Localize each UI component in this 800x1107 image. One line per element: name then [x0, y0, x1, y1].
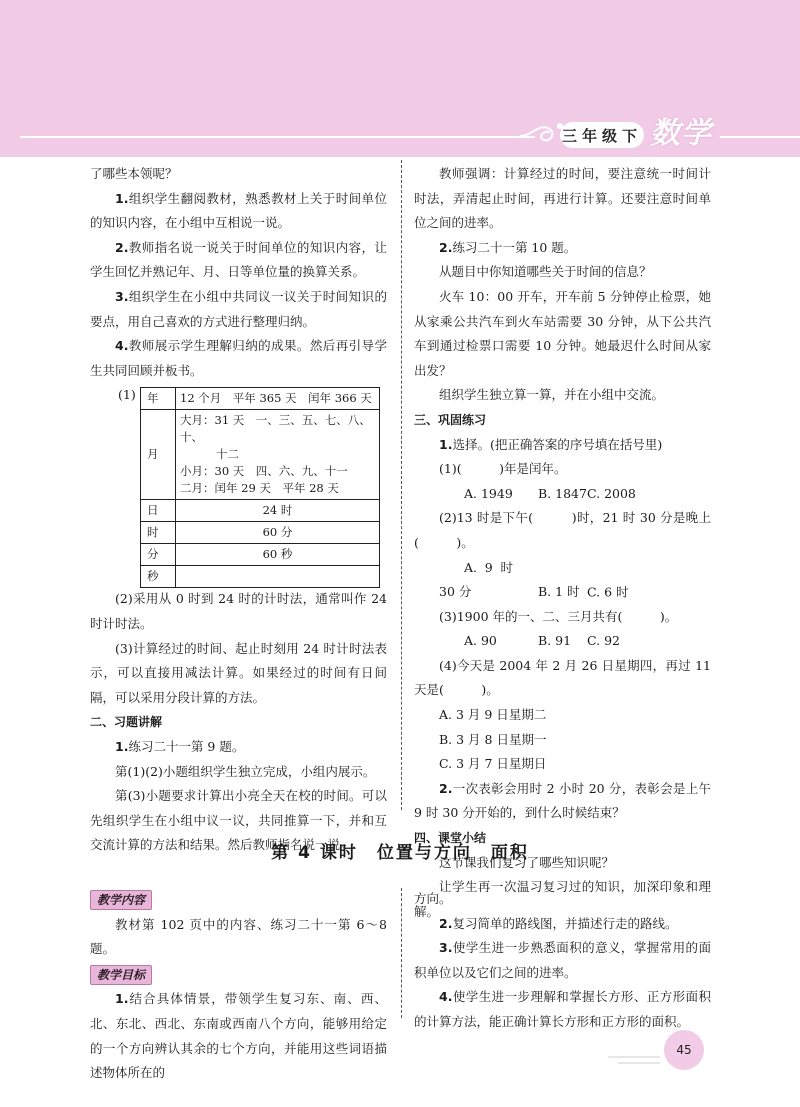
paragraph	[414, 936, 711, 985]
choice-b: B. 1847	[538, 485, 587, 501]
time-units-table-block	[90, 385, 387, 583]
table-row	[141, 388, 380, 410]
item-number: 3.	[115, 288, 129, 304]
question: (3)1900 年的一、二、三月共有( )。	[439, 608, 678, 624]
item-number: 2.	[439, 915, 453, 931]
paragraph	[90, 285, 387, 334]
column-divider-top	[401, 160, 402, 810]
lesson-title: 第 4 课时 位置与方向 面积	[271, 843, 529, 863]
item-number: 1.	[115, 190, 129, 206]
choices	[414, 556, 711, 605]
table-marker: (1)	[118, 387, 136, 403]
choice-c: C. 92	[587, 633, 620, 649]
paragraph: 了哪些本领呢？	[90, 166, 178, 181]
question: (1)( )年是闰年。	[439, 461, 567, 477]
paragraph-text: 练习二十一第 10 题。	[452, 239, 577, 255]
choice-a: A. 90	[464, 633, 497, 649]
paragraph	[414, 985, 711, 1034]
question: (4)今天是 2004 年 2 月 26 日星期四，再过 11 天是( )。	[414, 657, 711, 698]
paragraph-text: 组织学生在小组中共同议一议关于时间知识的要点，用自己喜欢的方式进行整理归纳。	[90, 288, 387, 329]
table-row	[141, 522, 380, 544]
right-column	[414, 162, 711, 924]
page-number-lines-icon	[608, 1054, 660, 1066]
section-heading: 四、课堂小结	[414, 831, 487, 846]
subject-logo: 数学	[650, 116, 712, 151]
section-heading: 二、习题讲解	[90, 715, 163, 730]
teaching-content-badge: 教学内容	[90, 890, 152, 910]
table-key: 秒	[141, 566, 176, 588]
paragraph	[414, 777, 711, 826]
table-key: 月	[141, 410, 176, 500]
table-value: 60 秒	[176, 544, 380, 566]
paragraph: (2)采用从 0 时到 24 时的计时法，通常叫作 24 时计时法。	[90, 591, 387, 631]
paragraph-text: 组织学生翻阅教材，熟悉教材上关于时间单位的知识内容，在小组中互相说一说。	[90, 190, 387, 231]
item-number: 2.	[439, 780, 453, 796]
paragraph	[90, 236, 387, 285]
table-key: 年	[141, 388, 176, 410]
paragraph: 让学生再一次温习复习过的知识，加深印象和理解。	[414, 879, 711, 919]
paragraph: 从题目中你知道哪些关于时间的信息？	[439, 264, 652, 280]
paragraph-text: 使学生进一步理解和掌握长方形、正方形面积的计算方法，能正确计算长方形和正方形的面积。	[414, 989, 711, 1029]
item-number: 4.	[439, 989, 453, 1005]
paragraph	[414, 433, 711, 458]
teaching-goals-badge: 教学目标	[90, 965, 152, 985]
choice-c: C. 6 时	[587, 584, 629, 600]
item-number: 4.	[115, 338, 129, 354]
month-line: 大月：31 天 一、三、五、七、八、十、	[180, 413, 371, 445]
column-divider-bottom	[401, 888, 402, 1018]
paragraph: 这节课我们复习了哪些知识呢？	[439, 854, 615, 870]
paragraph	[90, 334, 387, 383]
month-line: 二月：闰年 29 天 平年 28 天	[180, 481, 339, 496]
bottom-left-column	[90, 887, 387, 1086]
paragraph	[414, 236, 711, 261]
table-row	[141, 544, 380, 566]
grade-label: 三年级下	[560, 122, 644, 148]
choice-c: C. 2008	[587, 485, 636, 501]
time-units-table	[140, 387, 380, 588]
bottom-right-column	[414, 887, 711, 1035]
paragraph-text: 教师指名说一说关于时间单位的知识内容，让学生回忆并熟记年、月、日等单位量的换算关系。	[90, 239, 387, 280]
table-key: 分	[141, 544, 176, 566]
item-number: 2.	[439, 239, 453, 255]
choice: B. 3 月 8 日星期一	[439, 731, 547, 747]
table-value	[176, 410, 380, 500]
paragraph	[414, 912, 711, 937]
paragraph-text: 使学生进一步熟悉面积的意义，掌握常用的面积单位以及它们之间的进率。	[414, 940, 711, 980]
paragraph: 第(3)小题要求计算出小亮全天在校的时间。可以先组织学生在小组中议一议，共同推算一下，并和互交流计算的方法和结果。然后教师指名说一说。	[90, 788, 387, 853]
choice-a: A. 9 时 30 分	[439, 559, 513, 600]
item-number: 3.	[439, 940, 453, 956]
paragraph-text: 选择。(把正确答案的序号填在括号里)	[452, 436, 663, 452]
table-value: 12 个月 平年 365 天 闰年 366 天	[176, 388, 380, 410]
paragraph: (3)计算经过的时间、起止时刻用 24 时计时法表示，可以直接用减法计算。如果经过的时间有日间隔，可以采用分段计算的方法。	[90, 640, 387, 705]
table-row	[141, 566, 380, 588]
section-heading: 三、巩固练习	[414, 412, 487, 427]
paragraph-text: 复习简单的路线图，并描述行走的路线。	[452, 915, 678, 931]
choices	[414, 482, 711, 507]
paragraph: 组织学生独立算一算，并在小组中交流。	[439, 387, 665, 403]
item-number: 1.	[115, 991, 129, 1007]
choice-b: B. 91	[538, 633, 572, 649]
choice: C. 3 月 7 日星期日	[439, 756, 547, 772]
paragraph: 教材第 102 页中的内容、练习二十一第 6～8 题。	[90, 916, 387, 957]
page-number: 45	[664, 1030, 704, 1070]
paragraph-text: 练习二十一第 9 题。	[128, 738, 245, 754]
table-row	[141, 500, 380, 522]
month-line: 十二	[216, 447, 239, 462]
paragraph-text: 结合具体情景，带领学生复习东、南、西、北、东北、西北、东南或西南八个方向，能够用给定的一个方向辨认其余的七个方向，并能用这些词语描述物体所在的	[90, 991, 387, 1081]
table-row	[141, 410, 380, 500]
paragraph: 方向。	[414, 891, 452, 906]
month-line: 小月：30 天 四、六、九、十一	[180, 464, 348, 479]
header-rule-left	[20, 136, 535, 138]
left-column	[90, 162, 387, 858]
table-value: 24 时	[176, 500, 380, 522]
item-number: 2.	[115, 239, 129, 255]
paragraph	[90, 187, 387, 236]
choices	[414, 629, 711, 654]
paragraph	[90, 735, 387, 760]
choice: A. 3 月 9 日星期二	[439, 707, 547, 723]
paragraph	[90, 987, 387, 1085]
paragraph-text: 教师展示学生理解归纳的成果。然后再引导学生共同回顾并板书。	[90, 338, 387, 378]
choice-a: A. 1949	[464, 485, 513, 501]
table-value	[176, 566, 380, 588]
question: (2)13 时是下午( )时，21 时 30 分是晚上( )。	[414, 510, 711, 550]
table-key: 日	[141, 500, 176, 522]
header-rule-right	[720, 136, 800, 138]
table-key: 时	[141, 522, 176, 544]
item-number: 1.	[115, 738, 129, 754]
choice-b: B. 1 时	[538, 584, 580, 600]
paragraph: 火车 10：00 开车，开车前 5 分钟停止检票，她从家乘公共汽车到火车站需要 30 分钟，从下公共汽车到通过检票口需要 10 分钟。她最迟什么时间从家出发？	[414, 288, 711, 378]
item-number: 1.	[439, 436, 453, 452]
paragraph-text: 一次表彰会用时 2 小时 20 分，表彰会是上午 9 时 30 分开始的，到什么时候结束？	[414, 780, 711, 821]
paragraph: 教师强调：计算经过的时间，要注意统一时间计时法，弄清起止时间，再进行计算。还要注意时间单位之间的进率。	[414, 166, 711, 231]
table-value: 60 分	[176, 522, 380, 544]
paragraph: 第(1)(2)小题组织学生独立完成，小组内展示。	[115, 763, 376, 779]
